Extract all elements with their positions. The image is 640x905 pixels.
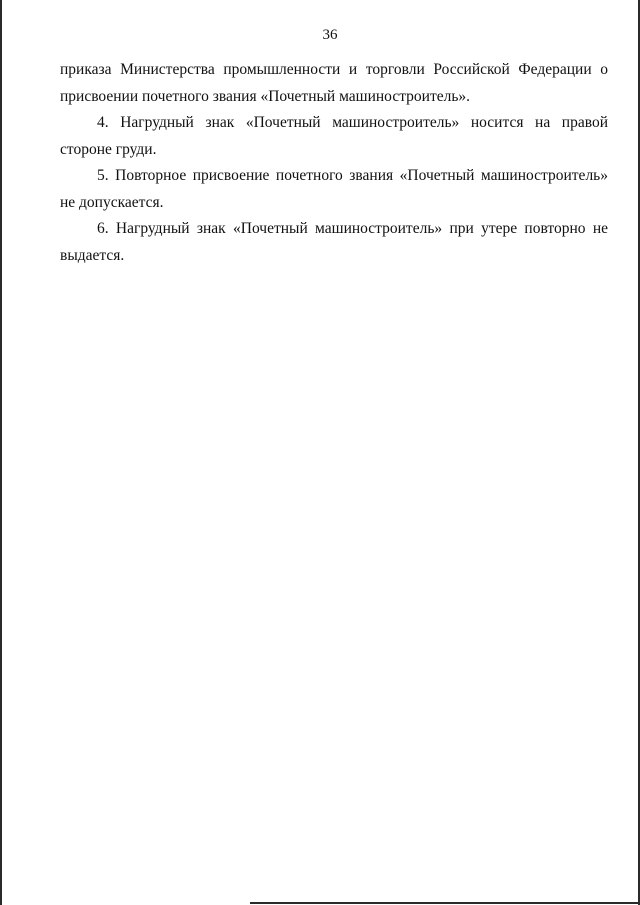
- bottom-scan-edge: [250, 902, 640, 904]
- left-scan-edge: [0, 0, 2, 905]
- document-body: [60, 57, 608, 269]
- paragraph-continuation: приказа Министерства промышленности и торговли Российской Федерации о присвоении почетного звания «Почетный машиностроитель».: [60, 61, 608, 105]
- page-number: 36: [322, 27, 338, 43]
- paragraph-item-4: 4. Нагрудный знак «Почетный машиностроитель» носится на правой стороне груди.: [60, 114, 608, 158]
- paragraph-item-5: 5. Повторное присвоение почетного звания «Почетный машиностроитель» не допускается.: [60, 167, 608, 211]
- paragraph-item-6: 6. Нагрудный знак «Почетный машиностроитель» при утере повторно не выдается.: [60, 220, 608, 264]
